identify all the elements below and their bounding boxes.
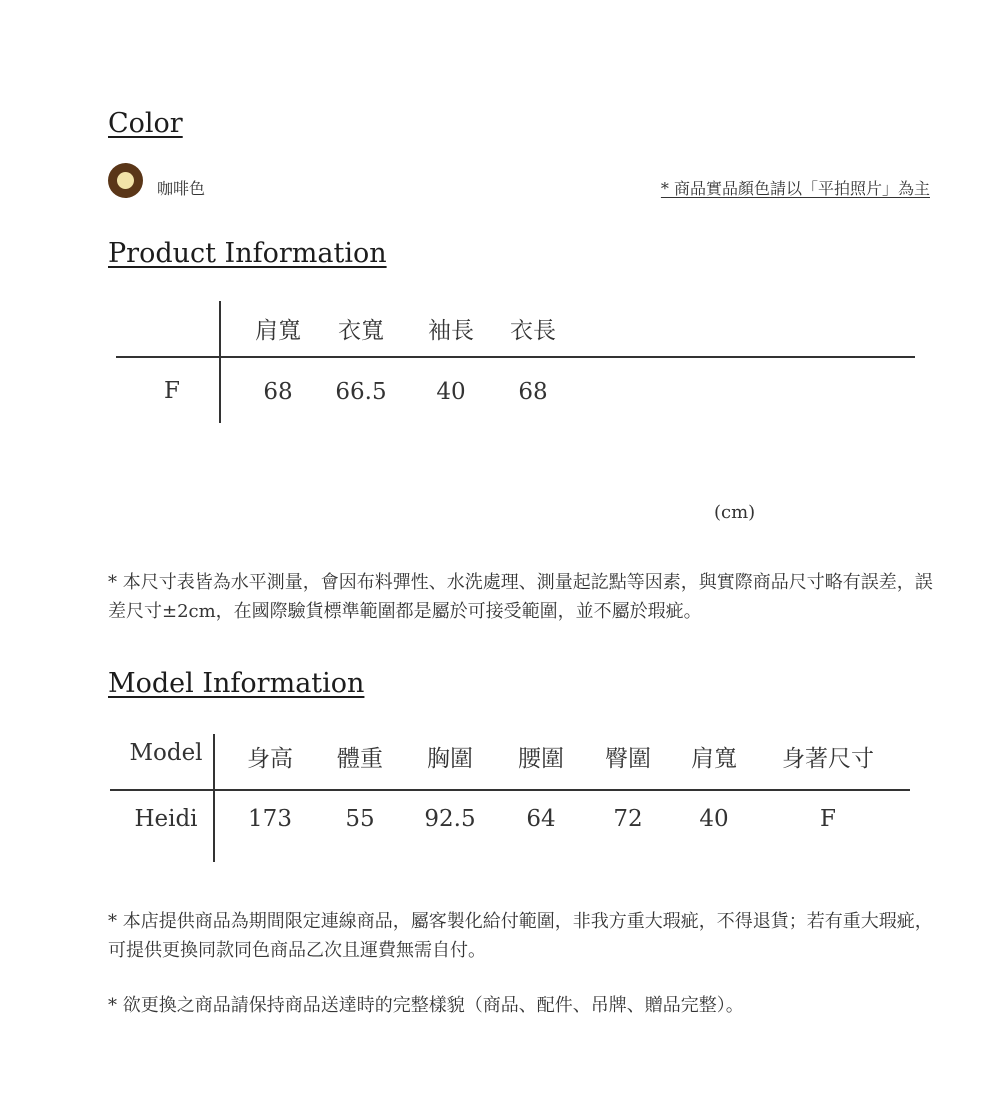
product-row-size: F <box>164 378 180 404</box>
model-cell-hip: 72 <box>613 806 643 832</box>
product-table-vertical-rule <box>219 301 221 423</box>
measurement-note: * 本尺寸表皆為水平測量，會因布料彈性、水洗處理、測量起訖點等因素，與實際商品尺寸略有誤差，誤差尺寸±2cm，在國際驗貨標準範圍都是屬於可接受範圍，並不屬於瑕疵。 <box>108 572 933 622</box>
model-cell-weight: 55 <box>345 806 375 832</box>
product-header-chest: 衣寬 <box>338 318 384 344</box>
product-header-length: 衣長 <box>510 318 556 344</box>
product-info-heading: Product Information <box>108 238 387 269</box>
model-header-waist: 腰圍 <box>518 746 564 772</box>
model-cell-bust: 92.5 <box>424 806 476 832</box>
model-row-name: Heidi <box>134 806 198 832</box>
model-table-horizontal-rule <box>110 789 910 791</box>
model-header-weight: 體重 <box>337 746 383 772</box>
exchange-condition-note: * 欲更換之商品請保持商品送達時的完整樣貌（商品、配件、吊牌、贈品完整）。 <box>108 995 744 1016</box>
return-policy-note: * 本店提供商品為期間限定連線商品，屬客製化給付範圍，非我方重大瑕疵，不得退貨；若有重大瑕疵，可提供更換同款同色商品乙次且運費無需自付。 <box>108 911 933 961</box>
model-header-size-worn: 身著尺寸 <box>782 746 874 772</box>
model-table-vertical-rule <box>213 734 215 862</box>
product-cell-chest: 66.5 <box>335 379 387 405</box>
color-heading: Color <box>108 108 183 139</box>
model-header-height: 身高 <box>247 746 293 772</box>
color-swatch-dot <box>117 172 134 189</box>
product-cell-length: 68 <box>518 379 548 405</box>
product-header-shoulder: 肩寬 <box>255 318 301 344</box>
model-info-heading: Model Information <box>108 668 365 699</box>
unit-label: (cm) <box>714 502 756 523</box>
model-header-corner: Model <box>129 740 203 766</box>
product-cell-shoulder: 68 <box>263 379 293 405</box>
model-cell-size-worn: F <box>820 806 836 832</box>
model-cell-waist: 64 <box>526 806 556 832</box>
product-cell-sleeve: 40 <box>436 379 466 405</box>
color-name: 咖啡色 <box>157 179 206 198</box>
color-swatch[interactable] <box>108 163 143 198</box>
model-header-hip: 臀圍 <box>605 746 651 772</box>
model-header-shoulder: 肩寬 <box>691 746 737 772</box>
product-header-sleeve: 袖長 <box>428 318 474 344</box>
color-note: * 商品實品顏色請以「平拍照片」為主 <box>660 179 930 198</box>
model-header-bust: 胸圍 <box>427 746 473 772</box>
model-cell-shoulder: 40 <box>699 806 729 832</box>
model-cell-height: 173 <box>248 806 292 832</box>
product-table-horizontal-rule <box>116 356 915 358</box>
